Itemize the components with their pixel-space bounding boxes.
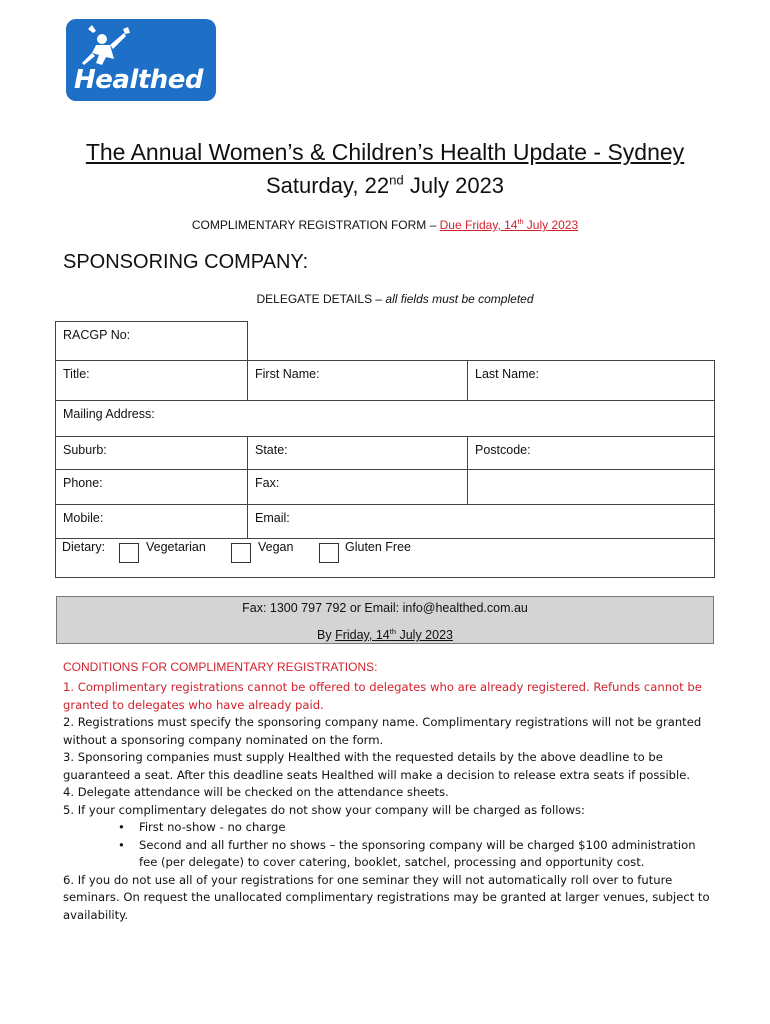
last-name-field[interactable]: Last Name: <box>467 360 715 401</box>
vegetarian-label: Vegetarian <box>146 540 206 554</box>
condition-1: 1. Complimentary registrations cannot be offered to delegates who are already registered. Refunds cannot be granted to delegates who have already paid. <box>63 680 702 712</box>
gluten-free-checkbox[interactable] <box>319 543 339 563</box>
fax-field[interactable]: Fax: <box>247 469 468 505</box>
fax-email-line: Fax: 1300 797 792 or Email: info@healthed.com.au <box>242 601 528 615</box>
state-field[interactable]: State: <box>247 436 468 470</box>
title-field[interactable]: Title: <box>55 360 248 401</box>
charge-bullet-1: • First no-show - no charge <box>139 819 713 837</box>
sponsoring-company-label: SPONSORING COMPANY: <box>63 251 309 273</box>
first-name-field[interactable]: First Name: <box>247 360 468 401</box>
mailing-address-field[interactable]: Mailing Address: <box>55 400 715 437</box>
charge-bullet-2: • Second and all further no shows – the sponsoring company will be charged $100 administration fee (per delegate) to cover catering, booklet, satchel, processing and opportunity cost. <box>139 837 713 872</box>
gluten-free-label: Gluten Free <box>345 540 412 554</box>
condition-4: 4. Delegate attendance will be checked on the attendance sheets. <box>63 785 449 799</box>
dietary-label: Dietary: <box>62 540 106 554</box>
mobile-field[interactable]: Mobile: <box>55 504 248 539</box>
delegate-details-heading: DELEGATE DETAILS – all fields must be completed <box>256 292 534 306</box>
condition-5: 5. If your complimentary delegates do not show your company will be charged as follows: <box>63 802 585 817</box>
suburb-field[interactable]: Suburb: <box>55 436 248 470</box>
event-date: Saturday, 22nd July 2023 <box>265 172 505 198</box>
blank-field <box>467 469 715 505</box>
conditions-list <box>63 679 713 924</box>
vegetarian-checkbox[interactable] <box>119 543 139 563</box>
healthed-logo <box>66 19 216 101</box>
logo-wordmark: Healthed <box>74 65 204 95</box>
conditions-heading: CONDITIONS FOR COMPLIMENTARY REGISTRATIONS: <box>63 660 378 674</box>
form-type-line: COMPLIMENTARY REGISTRATION FORM – Due Friday, 14th July 2023 <box>191 217 579 232</box>
postcode-field[interactable]: Postcode: <box>467 436 715 470</box>
vegan-checkbox[interactable] <box>231 543 251 563</box>
vegan-label: Vegan <box>258 540 294 554</box>
condition-6: 6. If you do not use all of your registrations for one seminar they will not automatically roll over to future seminars. On request the unallocated complimentary registrations may be granted at larger venues, subject to availability. <box>63 872 710 922</box>
due-date: Due Friday, 14th July 2023 <box>439 217 579 232</box>
submission-instructions <box>56 596 714 644</box>
phone-field[interactable]: Phone: <box>55 469 248 505</box>
condition-3: 3. Sponsoring companies must supply Healthed with the requested details by the above deadline to be guaranteed a seat. After this deadline seats Healthed will make a decision to release extra seats if possible. <box>63 750 691 782</box>
submit-deadline: By Friday, 14th July 2023 <box>317 626 453 642</box>
email-field[interactable]: Email: <box>247 504 715 539</box>
condition-2: 2. Registrations must specify the sponsoring company name. Complimentary registrations will not be granted without a sponsoring company nominated on the form. <box>63 715 702 747</box>
racgp-field[interactable]: RACGP No: <box>55 321 248 361</box>
event-title: The Annual Women’s & Children’s Health Update - Sydney <box>85 139 685 165</box>
